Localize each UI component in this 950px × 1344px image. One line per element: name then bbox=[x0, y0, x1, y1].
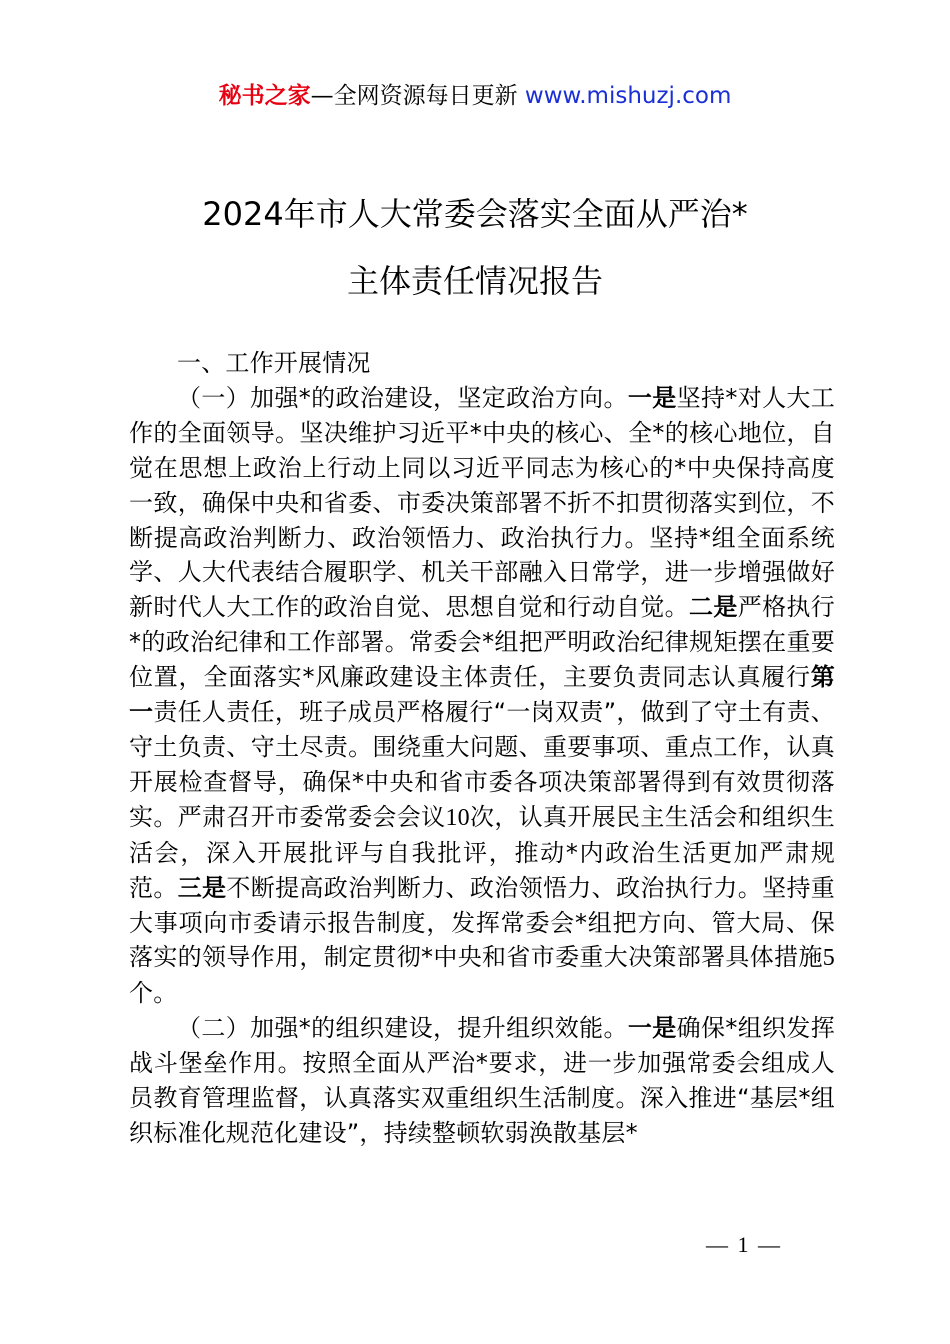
bold-marker: 一是 bbox=[627, 383, 677, 412]
paragraph-text: 确保*组织发挥战斗堡垒作用。按照全面从严治*要求，进一步加强常委会组成人员教育管理监督，认真落实双重组织生活制度。深入推进“基层*组织标准化规范化建设”，持续整顿软弱涣散基层* bbox=[129, 1014, 835, 1147]
paragraph-text: 严格执行*的政治纪律和工作部署。常委会*组把严明政治纪律规矩摆在重要位置，全面落实*风廉政建设主体责任，主要负责同志认真履行 bbox=[129, 593, 835, 692]
page-number: — 1 — bbox=[706, 1232, 782, 1257]
number-value: 10 bbox=[445, 804, 470, 831]
bold-marker: 一是 bbox=[627, 1014, 677, 1043]
brand-name: 秘书之家 bbox=[218, 83, 311, 109]
paragraph-political-building bbox=[129, 381, 835, 1011]
bold-marker: 三是 bbox=[177, 873, 227, 902]
bold-marker: 二是 bbox=[689, 593, 738, 622]
paragraph-text: 责任人责任，班子成员严格履行“一岗双责”，做到了守土有责、守土负责、守土尽责。围绕重大问题、重要事项、重点工作，认真开展检查督导，确保*中央和省市委各项决策部署得到有效贯彻落实。严肃召开市委常委会会议 bbox=[129, 698, 835, 831]
paragraph-text: 个。 bbox=[129, 979, 178, 1008]
document-body bbox=[129, 346, 835, 1151]
header-tagline: —全网资源每日更新 bbox=[310, 83, 525, 109]
site-header bbox=[0, 80, 950, 112]
section-heading: 一、工作开展情况 bbox=[177, 349, 371, 377]
paragraph-lead: （二）加强*的组织建设，提升组织效能。 bbox=[177, 1014, 628, 1043]
document-title-line-2: 主体责任情况报告 bbox=[346, 262, 603, 300]
paragraph-text: 坚持*对人大工作的全面领导。坚决维护习近平*中央的核心、全*的核心地位，自觉在思想上政治上行动上同以习近平同志为核心的*中央保持高度一致，确保中央和省委、市委决策部署不折不扣贯彻落实到位，不断提高政治判断力、政治领悟力、政治执行力。坚持*组全面系统学、人大代表结合履职学、机关干部融入日常学，进一步增强做好新时代人大工作的政治自觉、思想自觉和行动自觉。 bbox=[129, 383, 835, 622]
bold-marker: 第一 bbox=[129, 663, 835, 727]
number-value: 5 bbox=[822, 945, 835, 972]
paragraph-organizational-building bbox=[129, 1011, 835, 1151]
document-title-line-1: 2024年市人大常委会落实全面从严治* bbox=[202, 195, 748, 233]
paragraph-text: 不断提高政治判断力、政治领悟力、政治执行力。坚持重大事项向市委请示报告制度，发挥常委会*组把方向、管大局、保落实的领导作用，制定贯彻*中央和省市委重大决策部署具体措施 bbox=[129, 873, 835, 972]
paragraph-text: 次，认真开展民主生活会和组织生活会，深入开展批评与自我批评，推动*内政治生活更加严肃规范。 bbox=[129, 802, 835, 902]
paragraph-lead: （一）加强*的政治建设，坚定政治方向。 bbox=[177, 383, 628, 412]
site-url-link[interactable]: www.mishuzj.com bbox=[524, 83, 732, 109]
